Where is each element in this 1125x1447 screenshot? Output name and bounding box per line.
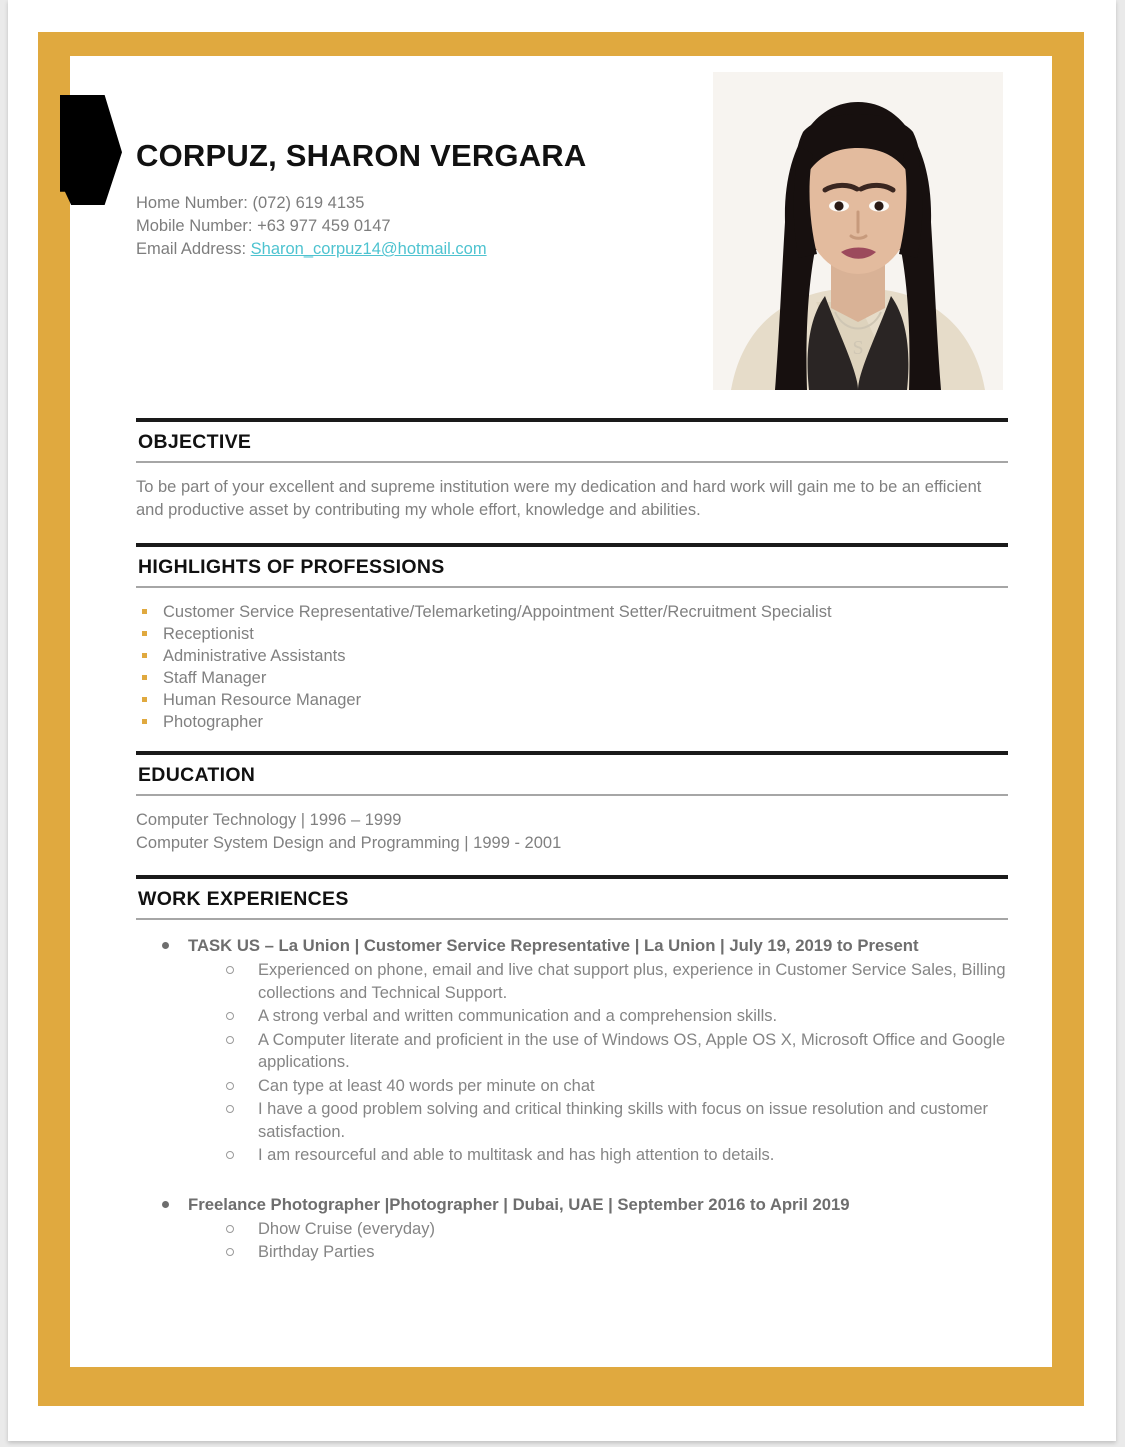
objective-body — [136, 463, 1008, 543]
list-item — [142, 711, 1008, 733]
list-item-label: I am resourceful and able to multitask and has high attention to details. — [258, 1146, 775, 1164]
list-item — [142, 645, 1008, 667]
education-body — [136, 796, 1008, 875]
job-spacer — [136, 1167, 1008, 1193]
contact-block — [136, 192, 696, 261]
email-link[interactable]: Sharon_corpuz14@hotmail.com — [250, 240, 487, 258]
page-title: CORPUZ, SHARON VERGARA — [136, 138, 587, 173]
list-item-label: I have a good problem solving and critical thinking skills with focus on issue resolution and customer satisfaction. — [258, 1100, 989, 1141]
job-heading-label: Freelance Photographer |Photographer | Dubai, UAE | September 2016 to April 2019 — [188, 1194, 850, 1214]
list-item — [136, 1029, 1008, 1074]
square-bullet-icon — [142, 609, 147, 614]
home-number-value: (072) 619 4135 — [252, 194, 365, 212]
objective-text: To be part of your excellent and supreme institution were my dedication and hard work will gain me to be an efficient and productive asset by contributing my whole effort, knowledge and abilities. — [136, 478, 982, 519]
square-bullet-icon — [142, 719, 147, 724]
square-bullet-icon — [142, 675, 147, 680]
circle-bullet-icon — [226, 1036, 234, 1044]
mobile-number-label: Mobile Number: — [136, 217, 253, 235]
list-item-label: Administrative Assistants — [163, 647, 346, 665]
list-item — [136, 1075, 1008, 1098]
resume-header — [136, 72, 696, 261]
list-item-label: Photographer — [163, 713, 263, 731]
list-item-label: A Computer literate and proficient in the use of Windows OS, Apple OS X, Microsoft Office and Google applications. — [258, 1030, 1006, 1071]
section-title-highlights: HIGHLIGHTS OF PROFESSIONS — [138, 556, 445, 578]
email-address-label: Email Address: — [136, 240, 247, 258]
circle-bullet-icon — [226, 1225, 234, 1233]
circle-bullet-icon — [226, 1012, 234, 1020]
section-title-work: WORK EXPERIENCES — [138, 888, 349, 910]
list-item-label: Staff Manager — [163, 669, 267, 687]
list-item — [136, 1005, 1008, 1028]
highlights-list — [136, 601, 1008, 733]
job-entry — [136, 934, 1008, 1167]
section-title-education: EDUCATION — [138, 764, 256, 786]
mobile-number-value: +63 977 459 0147 — [257, 217, 391, 235]
list-item-label: A strong verbal and written communication and a comprehension skills. — [258, 1007, 778, 1025]
section-education — [136, 751, 1008, 875]
list-item — [142, 667, 1008, 689]
list-item-label: Dhow Cruise (everyday) — [258, 1219, 435, 1238]
job-entry — [136, 1193, 1008, 1264]
avatar — [713, 72, 1003, 390]
section-work-experiences — [136, 875, 1008, 1264]
list-item — [142, 623, 1008, 645]
job-heading-label: TASK US – La Union | Customer Service Representative | La Union | July 19, 2019 to Present — [188, 936, 919, 955]
education-entry: Computer System Design and Programming | 1999 - 2001 — [136, 834, 562, 852]
job-detail-list — [136, 1218, 1008, 1264]
list-item — [136, 1098, 1008, 1143]
section-objective — [136, 418, 1008, 543]
home-number-label: Home Number: — [136, 194, 248, 212]
svg-text:S: S — [852, 337, 864, 359]
list-item-label: Receptionist — [163, 625, 254, 643]
section-highlights — [136, 543, 1008, 751]
list-item-label: Human Resource Manager — [163, 691, 362, 709]
list-item — [136, 1218, 1008, 1241]
disc-bullet-icon — [162, 942, 169, 949]
contact-row-mobile — [136, 215, 696, 238]
circle-bullet-icon — [226, 1248, 234, 1256]
work-list — [136, 920, 1008, 1264]
resume-page — [8, 0, 1116, 1441]
circle-bullet-icon — [226, 966, 234, 974]
list-item — [142, 601, 1008, 623]
job-heading — [136, 1193, 1008, 1217]
circle-bullet-icon — [226, 1105, 234, 1113]
circle-bullet-icon — [226, 1151, 234, 1159]
section-title-objective: OBJECTIVE — [138, 431, 252, 453]
list-item-label: Experienced on phone, email and live chat support plus, experience in Customer Service Sales, Billing collections and Technical Support. — [258, 961, 1006, 1002]
list-item-label: Birthday Parties — [258, 1243, 375, 1261]
highlights-body — [136, 588, 1008, 751]
square-bullet-icon — [142, 697, 147, 702]
list-item — [136, 1241, 1008, 1264]
list-item — [136, 959, 1008, 1004]
square-bullet-icon — [142, 653, 147, 658]
list-item — [136, 1144, 1008, 1167]
contact-row-email — [136, 238, 696, 261]
disc-bullet-icon — [162, 1201, 169, 1208]
contact-row-home — [136, 192, 696, 215]
square-bullet-icon — [142, 631, 147, 636]
job-detail-list — [136, 959, 1008, 1167]
job-heading — [136, 934, 1008, 958]
circle-bullet-icon — [226, 1082, 234, 1090]
list-item-label: Can type at least 40 words per minute on chat — [258, 1076, 595, 1095]
list-item-label: Customer Service Representative/Telemarketing/Appointment Setter/Recruitment Specialist — [163, 603, 832, 621]
resume-body — [136, 418, 1008, 1264]
list-item — [142, 689, 1008, 711]
education-entry: Computer Technology | 1996 – 1999 — [136, 811, 402, 829]
